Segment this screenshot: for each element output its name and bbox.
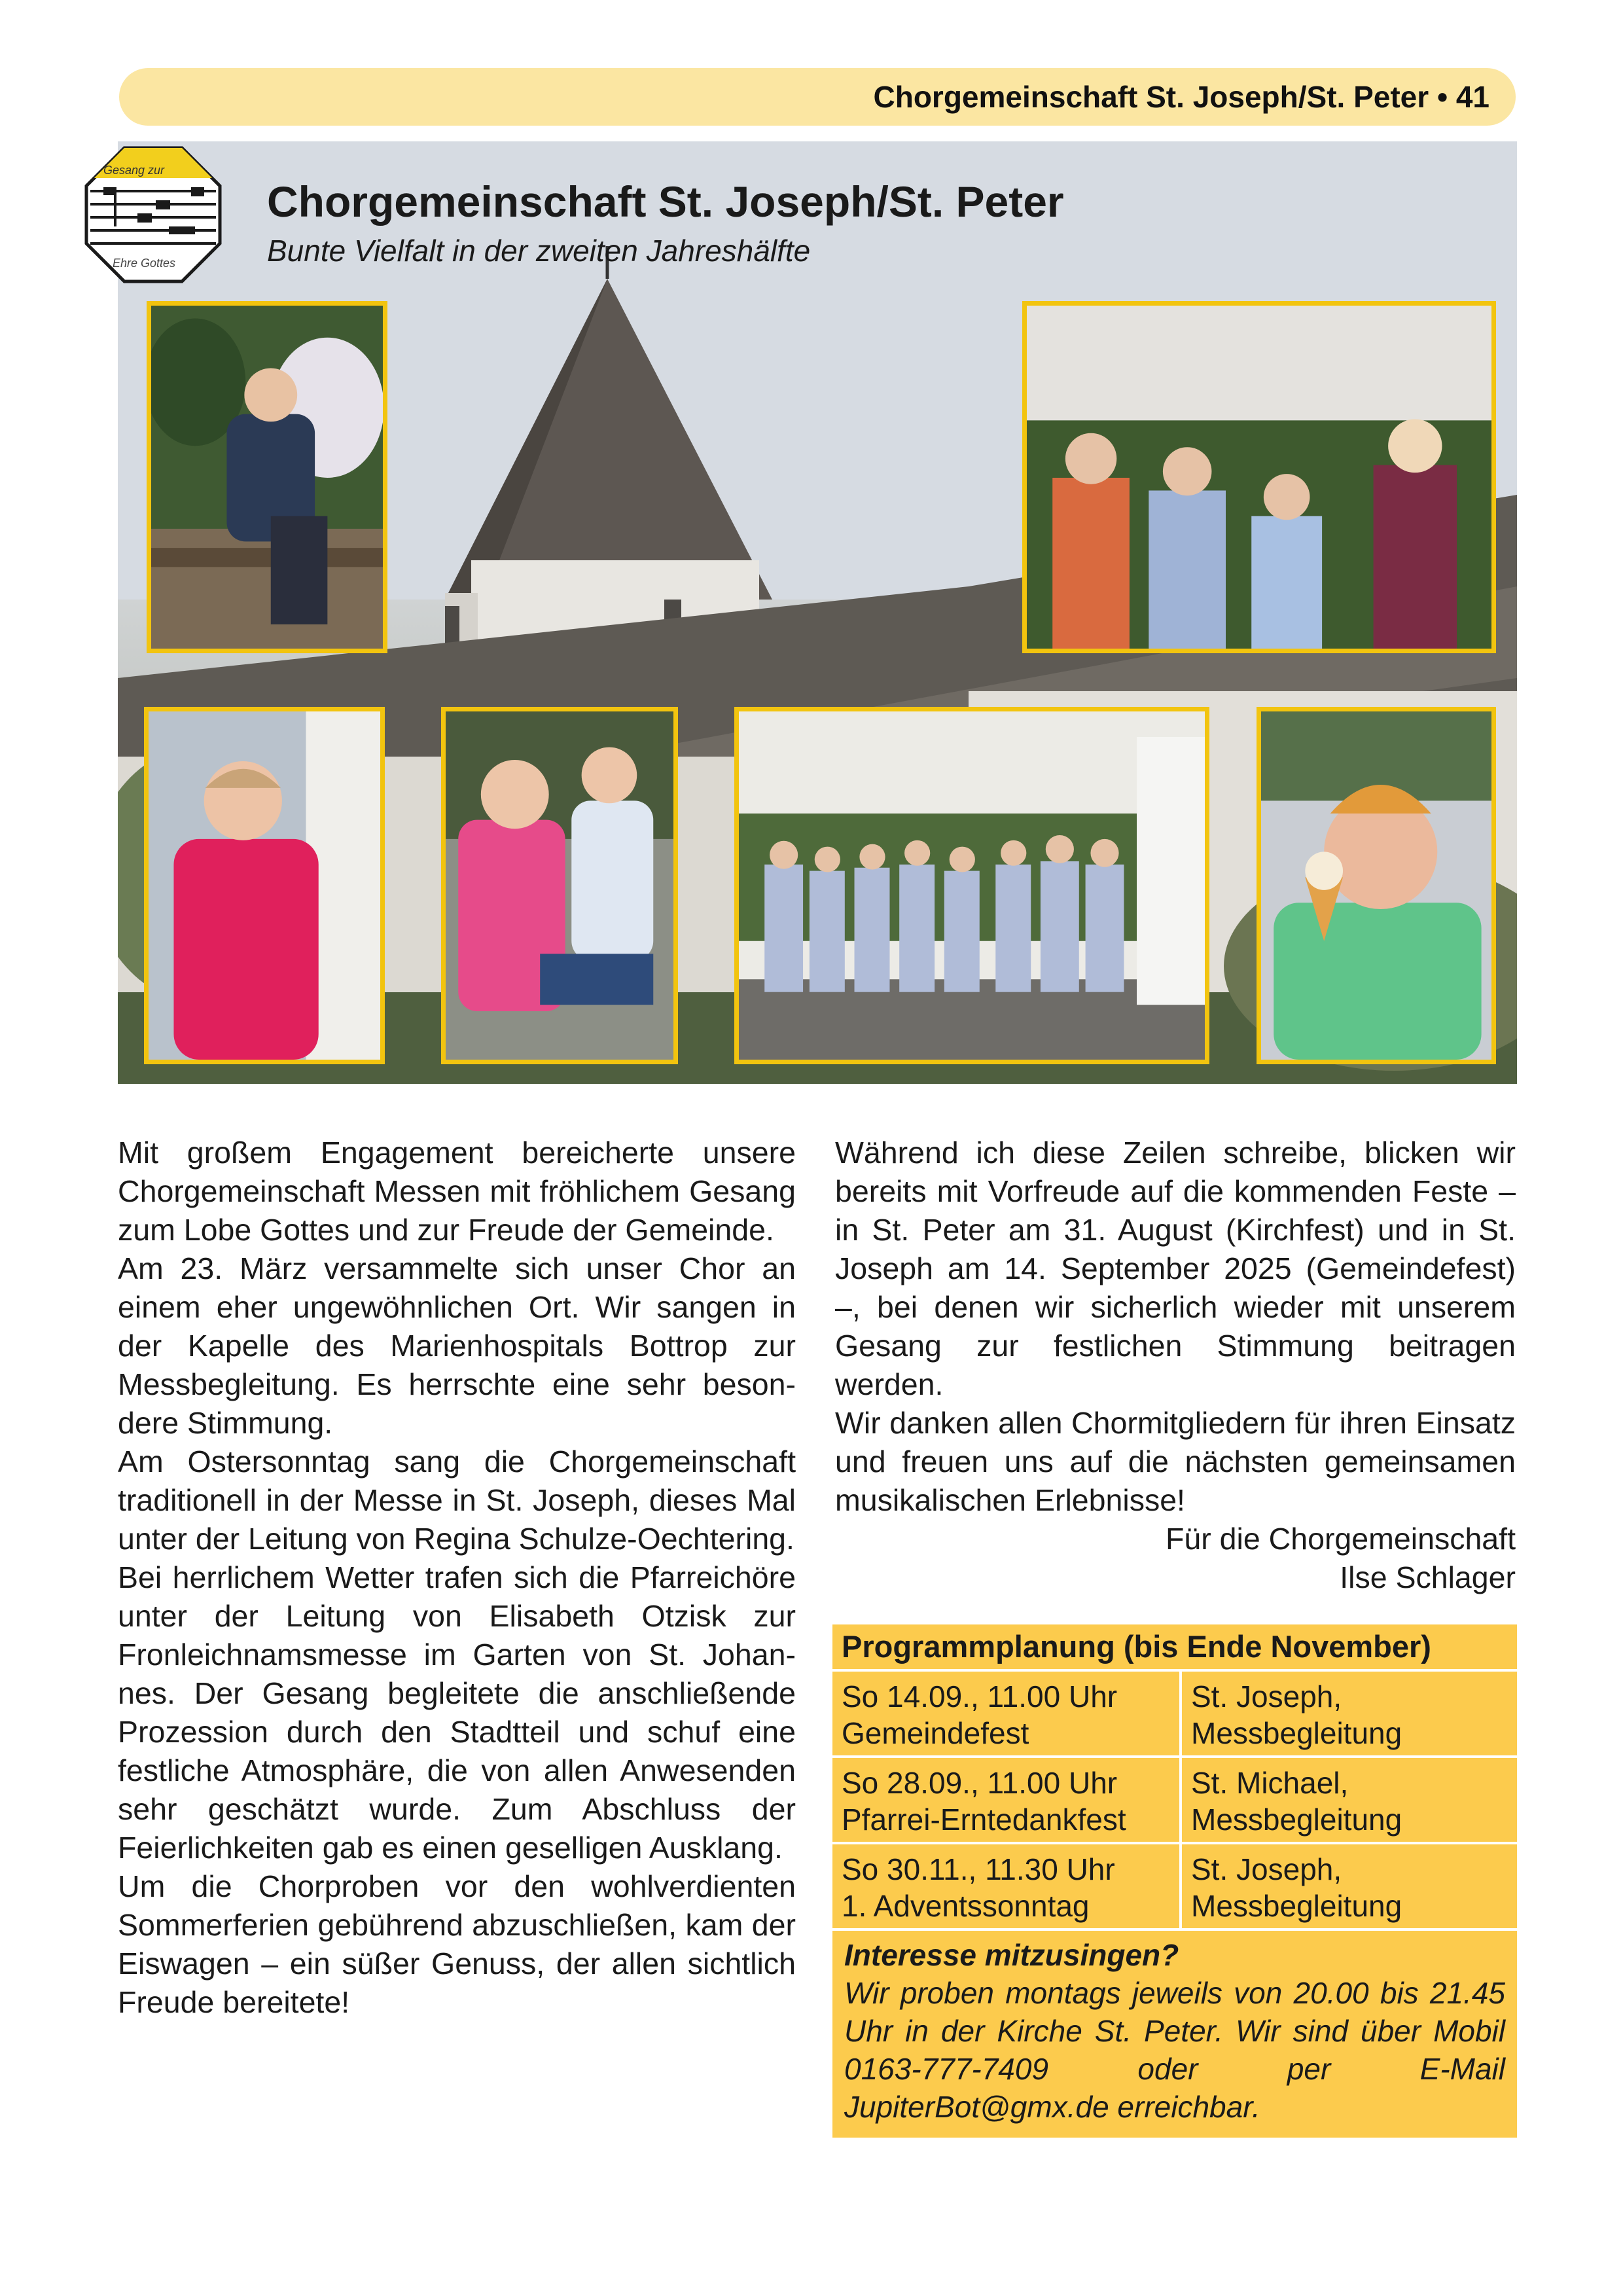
photo-woman-ice-cream	[1257, 707, 1496, 1064]
program-place-cell	[1182, 1672, 1517, 1755]
running-title: Chorgemeinschaft St. Joseph/St. Peter	[873, 80, 1429, 114]
program-box	[832, 1624, 1517, 2138]
paragraph: Während ich diese Zeilen schreibe, blicken wir bereits mit Vorfreude auf die kommenden Feste – in St. Peter am 31. August (Kirchfest) und in St. Joseph am 14. September 2025 (Gemeindefest) –, bei denen wir sicherlich wieder mit unserem Gesang zur festlichen Stimmung beitragen werden.	[835, 1136, 1516, 1401]
program-what: Messbegleitung	[1191, 1803, 1402, 1837]
paragraph: Um die Chorproben vor den wohlverdienten Sommerferien gebührend abzuschließen, kam der Eiswagen – ein süßer Genuss, der allen sichtlich Freude bereitete!	[118, 1869, 796, 2019]
signature-line-1: Für die Chorgemeinschaft	[1166, 1522, 1516, 1556]
program-footer-question: Interesse mitzusingen?	[844, 1938, 1179, 1972]
article-subtitle: Bunte Vielfalt in der zweiten Jahreshälfte	[267, 234, 811, 268]
hero-photo-church	[118, 141, 1517, 1084]
body-column-left	[118, 1134, 796, 2022]
photo-man-on-bench	[147, 301, 387, 653]
program-where: St. Joseph,	[1191, 1852, 1342, 1886]
program-when: So 28.09., 11.00 Uhr	[842, 1766, 1118, 1800]
program-date-cell	[832, 1758, 1182, 1842]
program-row	[832, 1672, 1517, 1758]
program-heading: Programmplanung (bis Ende November)	[832, 1624, 1517, 1672]
photo-woman-pink-image	[149, 711, 380, 1060]
paragraph: Bei herrlichem Wetter trafen sich die Pfarreichöre unter der Leitung von Elisabeth Otzisk zur Fronleichnamsmesse im Garten von St. Johannes. Der Gesang begleitete die anschließende Prozession durch den Stadtteil und schuf eine festliche Atmosphäre, die von allen Anwesenden sehr geschätzt wurde. Zum Abschluss der Feierlichkeiten gab es einen geselligen Ausklang.	[118, 1560, 796, 1865]
program-where: St. Michael,	[1191, 1766, 1349, 1800]
paragraph: Am 23. März versammelte sich unser Chor an einem eher ungewöhnlichen Ort. Wir sangen in der Kapelle des Marienhospitals Bottrop zur Messbegleitung. Es herrschte eine sehr besondere Stimmung.	[118, 1251, 796, 1440]
program-what: Messbegleitung	[1191, 1889, 1402, 1923]
photo-woman-pink	[144, 707, 385, 1064]
program-place-cell	[1182, 1758, 1517, 1842]
program-footer	[832, 1931, 1517, 2138]
program-event: Pfarrei-Erntedankfest	[842, 1803, 1126, 1837]
program-footer-text: Wir proben montags jeweils von 20.00 bis 21.45 Uhr in der Kirche St. Peter. Wir sind über Mobil 0163-777-7409 oder per E-Mail JupiterBot@gmx.de erreichbar.	[844, 1976, 1505, 2124]
paragraph: Wir danken allen Chormitgliedern für ihren Einsatz und freuen uns auf die nächsten gemeinsamen musikalischen Erlebnisse!	[835, 1406, 1516, 1517]
running-header	[119, 68, 1516, 126]
program-date-cell	[832, 1844, 1182, 1928]
paragraph: Am Ostersonntag sang die Chorgemeinschaft traditionell in der Messe in St. Joseph, dieses Mal unter der Leitung von Regina Schulze-Oechtering.	[118, 1444, 796, 1556]
photo-two-women-bench-image	[446, 711, 673, 1060]
body-column-right	[835, 1134, 1516, 1597]
program-when: So 14.09., 11.00 Uhr	[842, 1679, 1118, 1713]
choir-logo	[84, 145, 223, 284]
program-event: Gemeindefest	[842, 1716, 1029, 1750]
signature-line-2: Ilse Schlager	[1340, 1560, 1516, 1594]
program-event: 1. Adventssonntag	[842, 1889, 1090, 1923]
photo-man-on-bench-image	[151, 306, 383, 649]
photo-woman-ice-cream-image	[1261, 711, 1491, 1060]
paragraph: Mit großem Engagement bereicherte unsere Chorgemeinschaft Messen mit fröhlichem Gesang zum Lobe Gottes und zur Freude der Gemeinde.	[118, 1136, 796, 1247]
photo-two-women-bench	[441, 707, 678, 1064]
program-when: So 30.11., 11.30 Uhr	[842, 1852, 1115, 1886]
program-where: St. Joseph,	[1191, 1679, 1342, 1713]
program-row	[832, 1844, 1517, 1931]
photo-women-group-image	[1027, 306, 1491, 649]
page-number: • 41	[1436, 80, 1489, 114]
running-header-text	[874, 68, 1490, 126]
article-title: Chorgemeinschaft St. Joseph/St. Peter	[267, 177, 1064, 226]
photo-queue-ice-cream	[734, 707, 1209, 1064]
photo-women-group	[1022, 301, 1496, 653]
photo-queue-ice-cream-image	[739, 711, 1205, 1060]
program-row	[832, 1758, 1517, 1844]
program-what: Messbegleitung	[1191, 1716, 1402, 1750]
logo-top-text: Gesang zur	[103, 164, 165, 177]
logo-bottom-text: Ehre Gottes	[113, 257, 176, 270]
program-place-cell	[1182, 1844, 1517, 1928]
program-date-cell	[832, 1672, 1182, 1755]
